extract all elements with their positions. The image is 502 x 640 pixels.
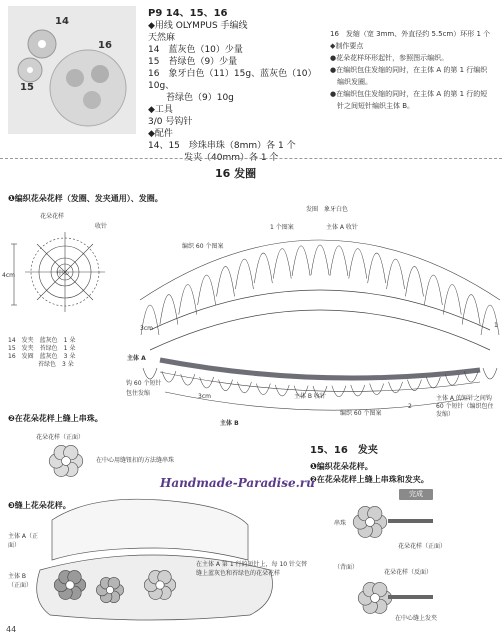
mark-2: 2 <box>408 403 412 410</box>
sew-bead-note: 在中心用缝钮扣的方法缝串珠 <box>96 457 175 464</box>
material-line: 3/0 号钩针 <box>148 117 193 127</box>
legend-row: 苔绿色 3 朵 <box>8 361 74 368</box>
material-line: 苔绿色（9）10g <box>148 93 234 103</box>
photo-label-16: 16 <box>98 40 112 51</box>
headband-label: 发圈 象牙白色 <box>306 206 349 213</box>
note-line: ●在编织包住发缩的同时，在主体 A 的第 1 行编织 <box>330 66 488 74</box>
clip-flower-front-label: 花朵花样（正面） <box>398 543 447 550</box>
body-a-front-label: 主体 A（正面） <box>8 533 39 549</box>
watermark: Handmade-Paradise.ru <box>160 476 315 490</box>
photo-label-14: 14 <box>55 16 69 27</box>
body-b-label: 主体 B <box>220 420 239 427</box>
wrap-label: 包住发缩 <box>126 390 151 397</box>
center-label: 中心 <box>57 270 70 277</box>
note-line: ◆制作要点 <box>330 42 364 50</box>
legend-row: 15 发夹 苔绿色 1 朵 <box>8 345 76 352</box>
mark-1: 1 <box>494 322 498 329</box>
flower-front-label: 花朵花样（正面） <box>36 434 85 441</box>
material-line: 15 苔绿色（9）少量 <box>148 57 238 67</box>
headband-loops <box>141 245 499 397</box>
note-line: 16 发缩（宽 3mm、外直径约 5.5cm）环形 1 个 <box>330 30 491 38</box>
dim-3cm-a: 3cm <box>140 325 153 332</box>
dim-3cm-b: 3cm <box>198 393 211 400</box>
note-line: 编织发圈。 <box>330 78 372 86</box>
section-title-1516: 15、16 发夹 <box>310 445 378 456</box>
material-line: ◆配件 <box>148 129 173 139</box>
done-badge: 完成 <box>399 489 433 500</box>
flower-pattern-label: 花朵花样 <box>40 213 65 220</box>
step2-heading: ❷在花朵花样上缝上串珠。 <box>8 414 103 423</box>
material-line: 14 蓝灰色（10）少量 <box>148 45 243 55</box>
right-note: 主体 A 的短针之间钩 60 个短针（编织包住发缩） <box>436 395 494 418</box>
sew-flowers-note: 在主体 A 第 1 行的短针上，每 10 针交替缝上蓝灰色和苔绿色的花朵花样 <box>196 561 308 577</box>
clip-step2-heading: ❷在花朵花样上缝上串珠和发夹。 <box>310 475 429 484</box>
header-notes <box>330 28 500 112</box>
legend-row: 14 发夹 蓝灰色 1 朵 <box>8 337 76 344</box>
material-sub: 天然麻 <box>148 33 176 43</box>
material-label: ◆用线 OLYMPUS 手编线 <box>148 21 248 31</box>
knit-60-label: 编织 60 个图案 <box>182 243 224 250</box>
body-b-finish-label: 主体 B 收针 <box>294 393 326 400</box>
body-b-front-label: 主体 B（正面） <box>8 573 33 589</box>
step3-heading: ❸缝上花朵花样。 <box>8 501 71 510</box>
dim-4cm: 4cm <box>2 272 15 279</box>
material-line: 16 象牙白色（11）15g、蓝灰色（10）10g、 <box>148 69 317 91</box>
hairclip-front-illustration <box>353 506 433 537</box>
color-legend <box>8 337 75 369</box>
body-a-label: 主体 A <box>127 355 146 362</box>
hairclip-back-illustration <box>358 582 433 613</box>
body-a-finish-label: 主体 A 收针 <box>326 224 358 231</box>
section-title-16: 16 发圈 <box>215 167 257 180</box>
sew-clip-note: 在中心缝上发夹 <box>395 615 438 622</box>
material-line: 14、15 珍珠串珠（8mm）各 1 个 <box>148 141 296 151</box>
section-divider <box>0 158 502 159</box>
header-materials <box>148 8 328 164</box>
photo-label-15: 15 <box>20 82 34 93</box>
back-label: （背面） <box>334 564 359 571</box>
headband-chart <box>140 240 500 410</box>
hook-60-label: 钩 60 个短针 <box>126 380 162 387</box>
page-number: 44 <box>6 625 17 634</box>
clip-flower-back-label: 花朵花样（反面） <box>384 569 433 576</box>
material-line: ◆工具 <box>148 105 173 115</box>
knit-60b-label: 编织 60 个图案 <box>340 410 382 417</box>
page-title: P9 14、15、16 <box>148 8 228 19</box>
finish-label: 收针 <box>95 223 108 230</box>
step1-heading: ❶编织花朵花样（发圈、发夹通用）、发圈。 <box>8 194 163 203</box>
note-line: ●花朵花样环形起针，参照图示编织。 <box>330 54 449 62</box>
material-line: 发夹（40mm）各 1 个 <box>148 153 279 163</box>
note-line: 针之间短针编织主体 B。 <box>330 102 415 110</box>
clip-step1-heading: ❶编织花朵花样。 <box>310 462 373 471</box>
legend-row: 16 发圈 蓝灰色 3 朵 <box>8 353 76 360</box>
one-pattern-label: 1 个图案 <box>270 224 294 231</box>
note-line: ●在编织包住发缩的同时，在主体 A 的第 1 行的短 <box>330 90 488 98</box>
bead-label: 串珠 <box>334 520 347 527</box>
flower-bead-illustration <box>49 445 83 476</box>
